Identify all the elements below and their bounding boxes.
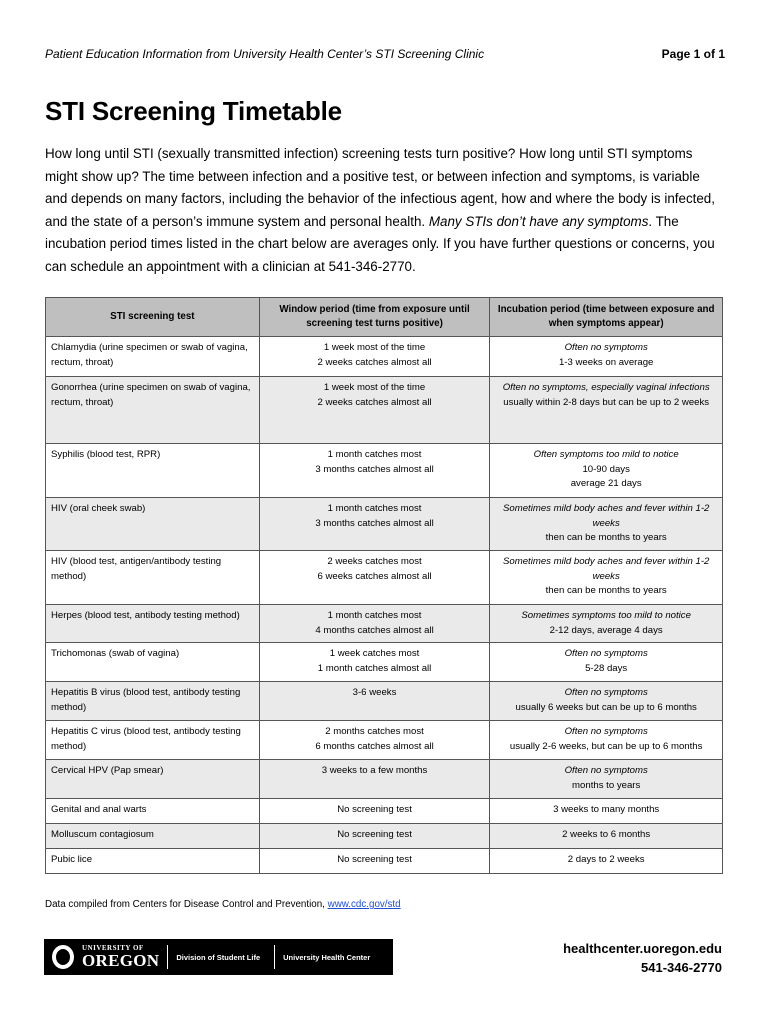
- cell-window: [259, 605, 490, 643]
- cell-window: [259, 682, 490, 721]
- incubation-line: 2-12 days, average 4 days: [549, 624, 663, 636]
- cell-incubation: [490, 498, 723, 551]
- university-logo-bar: [44, 939, 393, 975]
- window-line: 3 months catches almost all: [315, 517, 434, 529]
- intro-paragraph: [45, 143, 725, 279]
- header-subtitle: Patient Education Information from University Health Center’s STI Screening Clinic: [45, 47, 485, 61]
- table-row: [46, 824, 723, 849]
- cell-test: Syphilis (blood test, RPR): [46, 444, 260, 498]
- cell-incubation: [490, 551, 723, 605]
- incubation-line: 3 weeks to many months: [553, 804, 660, 815]
- cell-incubation: [490, 682, 723, 721]
- incubation-note: Sometimes mild body aches and fever within 1-2 weeks: [502, 556, 710, 582]
- window-line: 1 month catches almost all: [317, 662, 432, 674]
- page-number: Page 1 of 1: [661, 47, 725, 61]
- cell-test: Genital and anal warts: [46, 799, 260, 824]
- cell-test: Hepatitis B virus (blood test, antibody testing method): [46, 682, 260, 721]
- cell-test: Pubic lice: [46, 849, 260, 874]
- cell-window: [259, 377, 490, 444]
- table-row: [46, 849, 723, 874]
- incubation-line: 5-28 days: [585, 662, 628, 674]
- table-body: [46, 337, 723, 874]
- incubation-note: Sometimes mild body aches and fever within 1-2 weeks: [502, 503, 710, 529]
- window-line: No screening test: [337, 804, 412, 815]
- cell-window: [259, 643, 490, 682]
- table-row: [46, 605, 723, 643]
- incubation-note: Often no symptoms: [564, 648, 648, 659]
- cell-incubation: [490, 824, 723, 849]
- unit-name: University Health Center: [283, 952, 371, 962]
- cell-test: Cervical HPV (Pap smear): [46, 760, 260, 799]
- cell-incubation: [490, 444, 723, 498]
- window-line: No screening test: [337, 829, 412, 840]
- table-header-row: [46, 298, 723, 337]
- source-note: [45, 899, 401, 910]
- table-row: [46, 444, 723, 498]
- window-line: 4 months catches almost all: [315, 624, 434, 636]
- cell-incubation: [490, 721, 723, 760]
- table-row: [46, 643, 723, 682]
- table-row: [46, 760, 723, 799]
- window-line: 2 months catches most: [325, 726, 424, 737]
- incubation-note: Often no symptoms, especially vaginal infections: [502, 382, 710, 393]
- table-row: [46, 377, 723, 444]
- cell-window: [259, 824, 490, 849]
- division-name: Division of Student Life: [176, 952, 261, 962]
- source-text: Data compiled from Centers for Disease Control and Prevention,: [45, 899, 325, 910]
- cell-incubation: [490, 377, 723, 444]
- table-row: [46, 682, 723, 721]
- logo-divider: [167, 945, 168, 969]
- incubation-line: then can be months to years: [545, 585, 667, 596]
- incubation-note: Often no symptoms: [564, 342, 648, 353]
- incubation-line: usually within 2-8 days but can be up to 2 weeks: [503, 396, 710, 408]
- incubation-line: usually 2-6 weeks, but can be up to 6 months: [509, 740, 703, 752]
- window-line: 2 weeks catches most: [327, 556, 422, 567]
- cell-window: [259, 760, 490, 799]
- table-row: [46, 551, 723, 605]
- cell-window: [259, 337, 490, 377]
- cell-window: [259, 849, 490, 874]
- incubation-line: average 21 days: [570, 478, 642, 489]
- cell-window: [259, 799, 490, 824]
- contact-info: [563, 939, 722, 977]
- window-line: 1 week most of the time: [323, 342, 426, 353]
- col-header-window: Window period (time from exposure until screening test turns positive): [259, 298, 490, 337]
- window-line: 6 weeks catches almost all: [317, 570, 432, 582]
- incubation-note: Often no symptoms: [564, 765, 648, 776]
- cell-test: HIV (blood test, antigen/antibody testing method): [46, 551, 260, 605]
- table-row: [46, 337, 723, 377]
- university-wordmark: [82, 945, 159, 969]
- phone-number: 541-346-2770: [641, 960, 722, 975]
- table-row: [46, 721, 723, 760]
- incubation-note: Often symptoms too mild to notice: [533, 449, 679, 460]
- incubation-line: 2 days to 2 weeks: [567, 854, 645, 865]
- incubation-line: usually 6 weeks but can be up to 6 months: [515, 701, 697, 713]
- logo-small-text: UNIVERSITY OF: [82, 944, 144, 952]
- cell-incubation: [490, 849, 723, 874]
- cell-incubation: [490, 643, 723, 682]
- oregon-o-icon: [52, 945, 74, 969]
- cell-test: HIV (oral cheek swab): [46, 498, 260, 551]
- window-line: 3-6 weeks: [352, 687, 397, 698]
- incubation-note: Sometimes symptoms too mild to notice: [521, 610, 691, 621]
- cell-window: [259, 444, 490, 498]
- cell-incubation: [490, 760, 723, 799]
- logo-divider: [274, 945, 275, 969]
- intro-text-2: . The incubation period times listed in the chart below are averages only. If you have further questions or concerns, you can schedule an appointment with a clinician at 541-346-2770.: [45, 213, 715, 274]
- incubation-note: Often no symptoms: [564, 687, 648, 698]
- window-line: 2 weeks catches almost all: [317, 356, 432, 368]
- page-title: STI Screening Timetable: [45, 96, 342, 126]
- incubation-line: 1-3 weeks on average: [558, 356, 654, 368]
- table-row: [46, 799, 723, 824]
- window-line: 3 weeks to a few months: [321, 765, 428, 776]
- cell-window: [259, 498, 490, 551]
- logo-big-text: OREGON: [82, 951, 160, 970]
- window-line: 6 months catches almost all: [315, 740, 434, 752]
- sti-timetable: [45, 297, 723, 874]
- cell-incubation: [490, 605, 723, 643]
- incubation-line: 10-90 days: [582, 463, 630, 475]
- incubation-note: Often no symptoms: [564, 726, 648, 737]
- cell-test: Chlamydia (urine specimen or swab of vagina, rectum, throat): [46, 337, 260, 377]
- cell-test: Gonorrhea (urine specimen on swab of vagina, rectum, throat): [46, 377, 260, 444]
- window-line: 1 month catches most: [327, 503, 422, 514]
- cell-window: [259, 721, 490, 760]
- window-line: 2 weeks catches almost all: [317, 396, 432, 408]
- window-line: No screening test: [337, 854, 412, 865]
- website-link[interactable]: healthcenter.uoregon.edu: [563, 941, 722, 956]
- window-line: 1 week catches most: [329, 648, 420, 659]
- intro-text-1: How long until STI (sexually transmitted infection) screening tests turn positive? How long until STI symptoms might show up? The time between infection and a positive test, or between infection and symptoms, is variable and depends on many factors, including the behavior of the infectious agent, how and where the body is infected, and the state of a person’s immune system and personal health.: [45, 146, 715, 229]
- cell-test: Herpes (blood test, antibody testing method): [46, 605, 260, 643]
- page-header: [45, 47, 725, 61]
- intro-emphasis: Many STIs don’t have any symptoms: [428, 213, 649, 229]
- window-line: 3 months catches almost all: [315, 463, 434, 475]
- window-line: 1 month catches most: [327, 610, 422, 621]
- table-row: [46, 498, 723, 551]
- cdc-link[interactable]: www.cdc.gov/std: [327, 899, 401, 910]
- incubation-line: months to years: [572, 779, 641, 791]
- incubation-line: then can be months to years: [545, 532, 667, 543]
- cell-test: Hepatitis C virus (blood test, antibody testing method): [46, 721, 260, 760]
- window-line: 1 week most of the time: [323, 382, 426, 393]
- cell-incubation: [490, 337, 723, 377]
- cell-test: Molluscum contagiosum: [46, 824, 260, 849]
- col-header-test: STI screening test: [46, 298, 260, 337]
- window-line: 1 month catches most: [327, 449, 422, 460]
- incubation-line: 2 weeks to 6 months: [562, 829, 651, 840]
- col-header-incubation: Incubation period (time between exposure and when symptoms appear): [490, 298, 723, 337]
- cell-test: Trichomonas (swab of vagina): [46, 643, 260, 682]
- cell-window: [259, 551, 490, 605]
- cell-incubation: [490, 799, 723, 824]
